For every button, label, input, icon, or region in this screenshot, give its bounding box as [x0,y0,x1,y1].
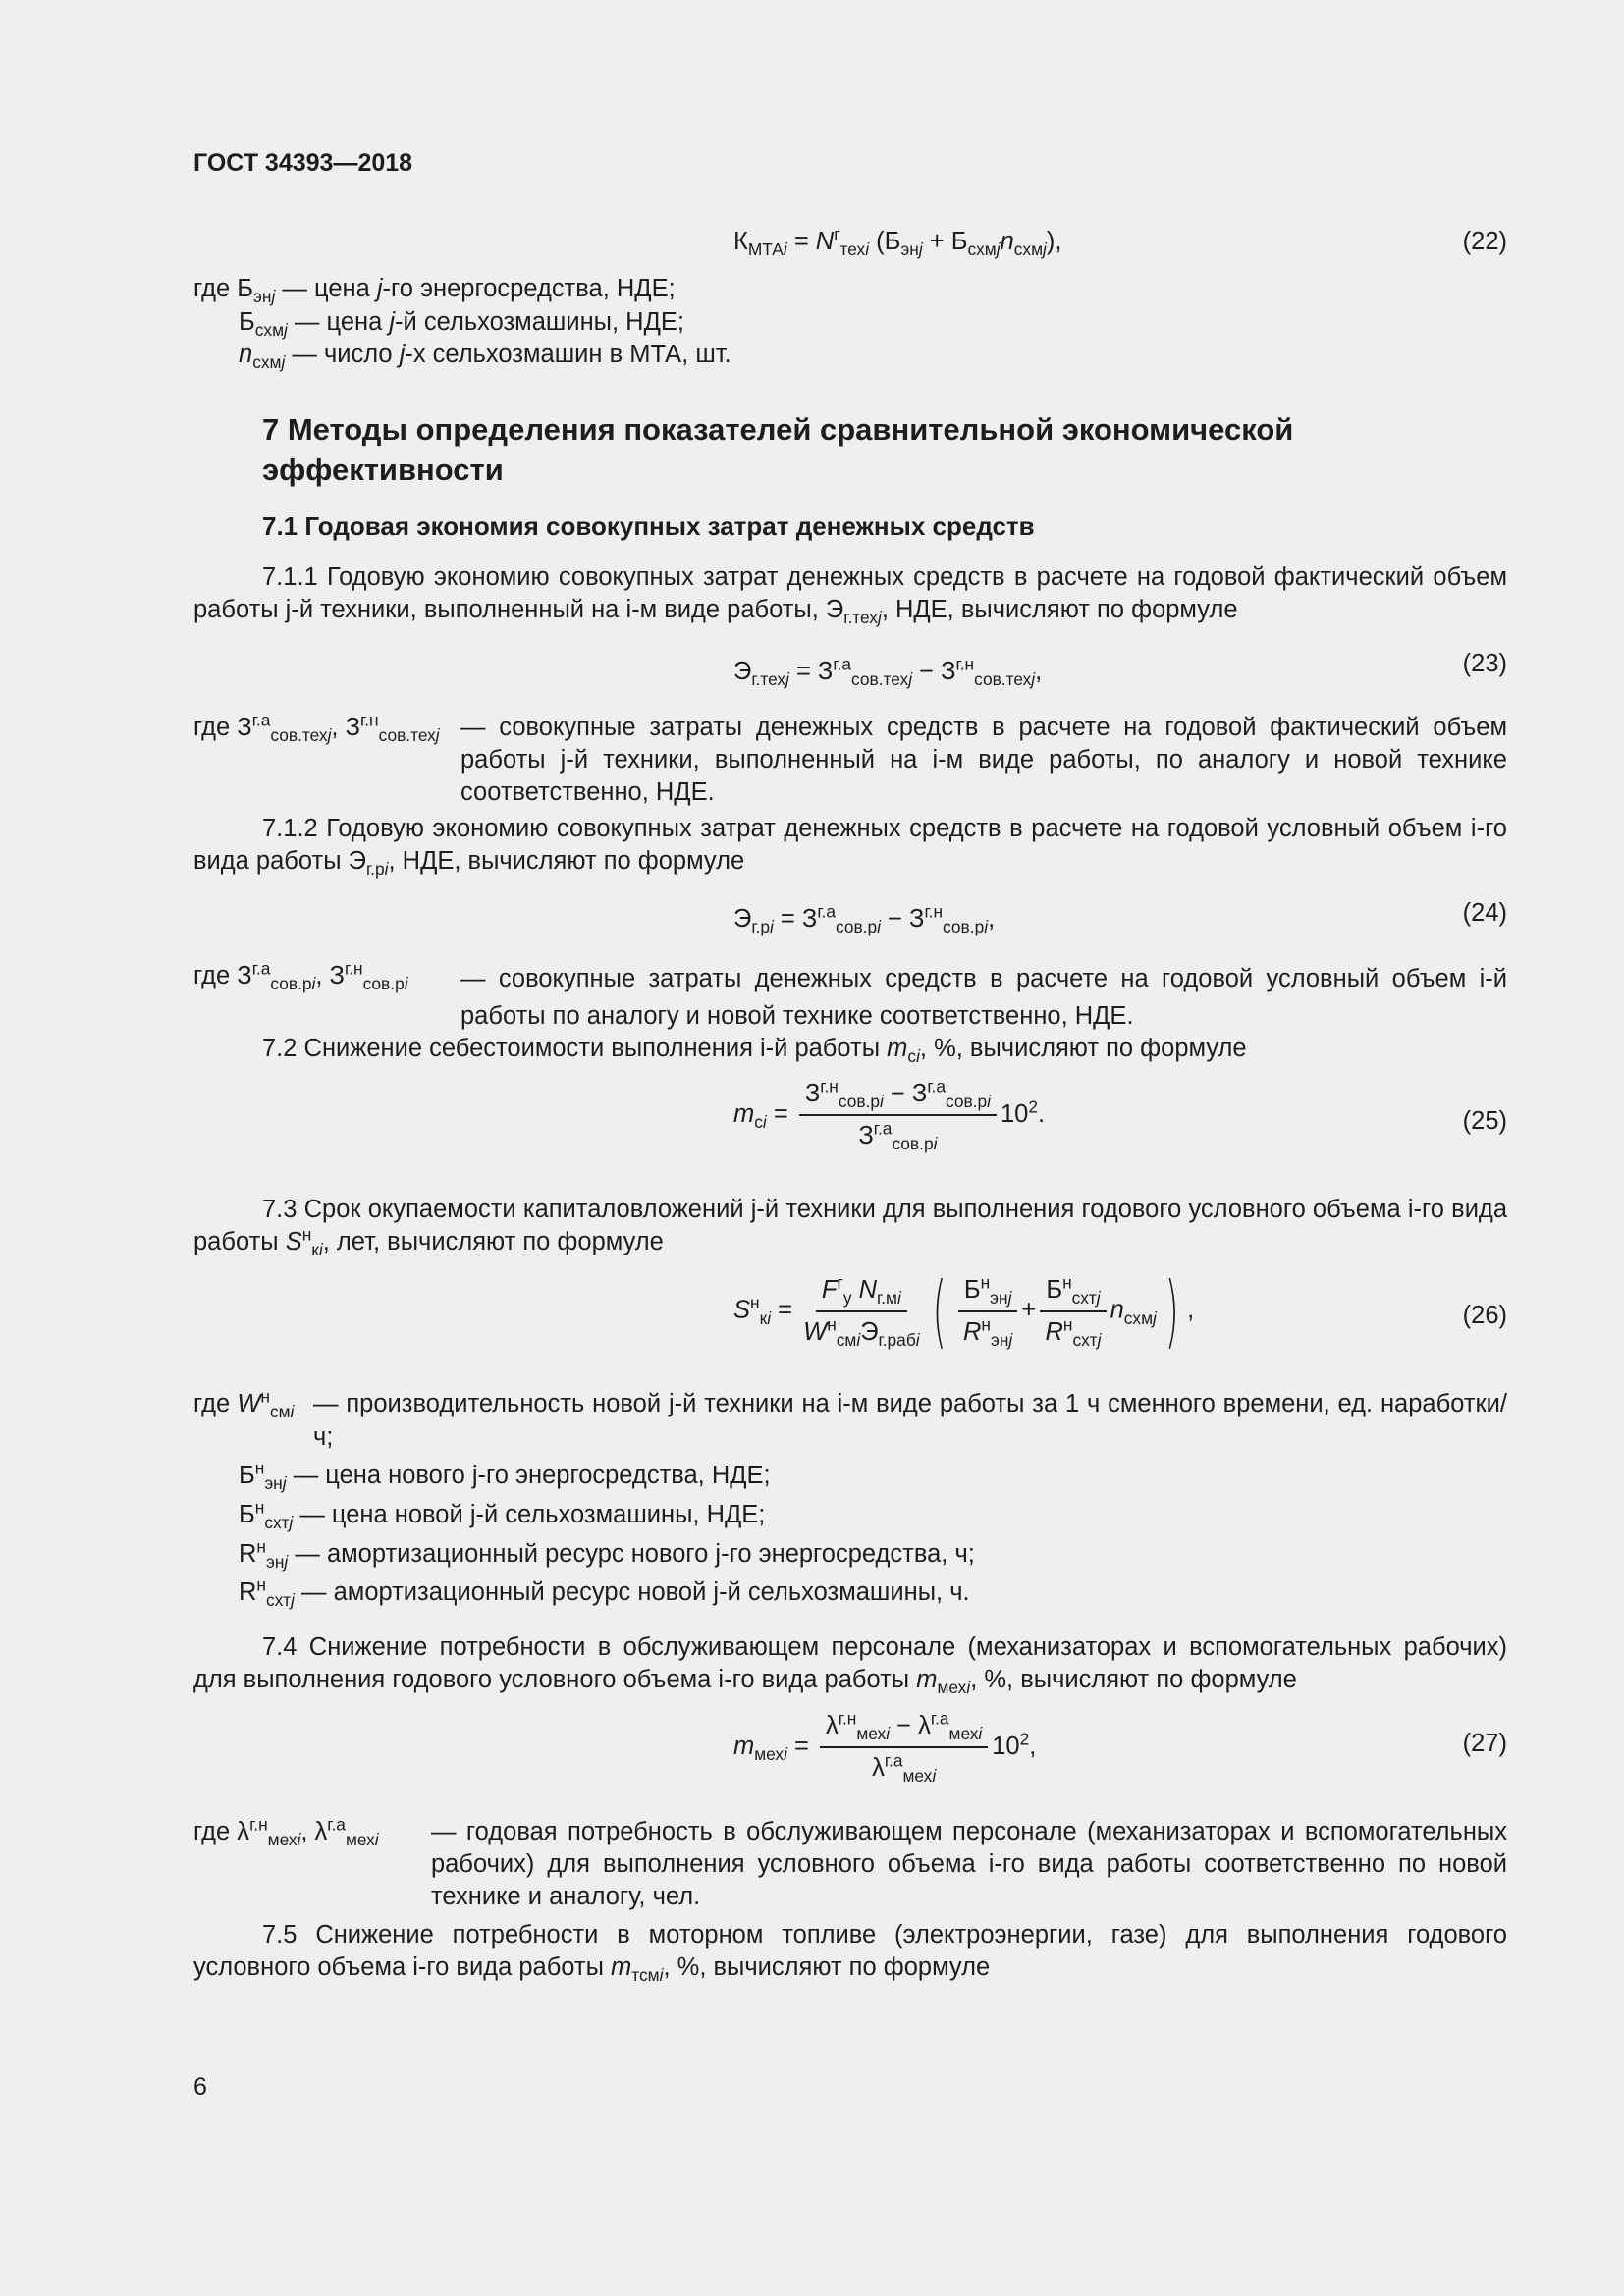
paragraph-text-end: НДЕ, вычисляют по формуле [402,847,745,876]
equation-22-formula: $К_{МТАi} = N^г_{техi}$ $(Б_{энj} + Б_{схмj}n_{схмj})$, [733,224,1062,260]
eq27-definitions [193,1816,1507,1913]
definition-line: $R^н_{схтj}$ — амортизационный ресурс новой j-й сельхозмашины, ч. [239,1575,970,1611]
equation-22-number: (22) [1462,228,1507,255]
paragraph-7-1-1: 7.1.1 Годовую экономию совокупных затрат денежных средств в расчете на годовой фактический объем работы j-й техники, выполненный на i-м виде работы, $Э_{г.техj}$, НДЕ, вычисляют по формуле [193,563,1507,628]
equation-24-number: (24) [1462,899,1507,927]
equation-27-formula: $m_{мехi}$ = $\frac{\lambda^{г.н}_{мехi} - \lambda^{г.а}_{мехi}}{\lambda^{г.а}_{мехi}}$ $10^2$, [733,1708,1037,1787]
equation-26-formula: $S^н_{кi}$ = $\frac{F^г_у N_{г.мi}}{W^н_{смi}Э_{г.рабi}}$ ( $\frac{Б^н_{энj}}{R^н_{энj}}$ + $\frac{Б^н_{схтj}}{R^н_{схтj}}$ $n_{схмj}$ ) , [733,1265,1195,1357]
equation-23-formula: $Э_{г.техj} = З^{г.а}_{сов.техj} - З^{г.н}_{сов.техj}$, [733,654,1043,690]
equation-24 [193,897,1507,956]
definition-line: где $Б_{энj}$ — цена j-го энергосредства, НДЕ; [193,275,676,307]
equation-26 [193,1265,1507,1390]
definition-line: $Б^н_{энj}$ — цена нового j-го энергосредства, НДЕ; [239,1458,771,1494]
equation-25 [193,1078,1507,1186]
fraction: $\frac{Б^н_{схтj}}{R^н_{схтj}}$ [1040,1274,1106,1349]
equation-27-number: (27) [1462,1730,1507,1757]
paragraph-text: 7.1.1 Годовую экономию совокупных затрат денежных средств в расчете на годовой фактический объем работы j-й техники, выполненный на i-м виде работы, [193,563,1507,624]
paragraph-text-end: %, вычисляют по формуле [677,1953,991,1982]
paragraph-text-end: лет, вычисляют по формуле [336,1228,664,1256]
definition-line: где $W^н_{смi}$ — производительность новой j-й техники на i-м виде работы за 1 ч сменного времени, ед. наработки/ч; [193,1388,1507,1454]
page-number: 6 [193,2073,207,2101]
paragraph-7-2: 7.2 Снижение себестоимости выполнения i-й работы $m_{сi}$, %, вычисляют по формуле [262,1035,1247,1067]
equation-27 [193,1710,1507,1808]
definition-line: $Б^н_{схтj}$ — цена новой j-й сельхозмашины, НДЕ; [239,1497,766,1533]
paragraph-7-5: 7.5 Снижение потребности в моторном топливе (электроэнергии, газе) для выполнения годового условного объема i-го вида работы $m_{тсмi}$, %, вычисляют по формуле [193,1921,1507,1986]
paragraph-text-end: НДЕ, вычисляют по формуле [894,596,1238,624]
paragraph-text-end: %, вычисляют по формуле [984,1666,1297,1694]
section-7-heading: 7 Методы определения показателей сравнительной экономической эффективности [262,412,1294,487]
definition-line: $Б_{схмj}$ — цена j-й сельхозмашины, НДЕ; [239,307,684,340]
fraction: $\frac{F^г_у N_{г.мi}}{W^н_{смi}Э_{г.рабi}}$ [803,1272,920,1351]
definition-text: — совокупные затраты денежных средств в расчете на годовой условный объем i-й работы по аналогу и новой технике соответственно, НДЕ. [460,965,1507,1031]
paragraph-text: 7.2 Снижение себестоимости выполнения i-й работы [262,1035,881,1062]
equation-23 [193,648,1507,707]
paragraph-text: 7.5 Снижение потребности в моторном топливе (электроэнергии, газе) для выполнения годового условного объема i-го вида работы [193,1921,1507,1982]
paragraph-7-1-2: 7.1.2 Годовую экономию совокупных затрат денежных средств в расчете на годовой условный объем i-го вида работы $Э_{г.рi}$, НДЕ, вычисляют по формуле [193,815,1507,880]
definition-text: — годовая потребность в обслуживающем персонале (механизаторах и вспомогательных рабочих) для выполнения условного объема i-го вида работы соответственно по новой технике и аналогу, чел. [431,1818,1507,1911]
equation-25-number: (25) [1462,1107,1507,1135]
definition-label: где $З^{г.а}_{сов.техj}$, $З^{г.н}_{сов.техj}$ [193,710,440,746]
paragraph-text: 7.3 Срок окупаемости капиталовложений j-й техники для выполнения годового условного объема i-го вида работы [193,1196,1507,1256]
eq22-definitions [193,273,731,372]
section-7-1-heading: 7.1 Годовая экономия совокупных затрат денежных средств [262,511,1035,541]
paragraph-text-end: %, вычисляют по формуле [934,1035,1247,1062]
eq23-definitions [193,712,1507,809]
definition-line: $R^н_{энj}$ — амортизационный ресурс нового j-го энергосредства, ч; [239,1536,975,1572]
eq24-definitions [193,960,1507,1036]
definition-text: — производительность новой j-й техники на i-м виде работы за 1 ч сменного времени, ед. наработки/ч; [313,1390,1507,1451]
equation-25-formula: $m_{сi}$ = $\frac{З^{г.н}_{сов.рi} - З^{г.а}_{сов.рi}}{З^{г.а}_{сов.рi}}$ $10^2$. [733,1076,1046,1154]
paragraph-text: 7.4 Снижение потребности в обслуживающем персонале (механизаторах и вспомогательных рабочих) для выполнения годового условного объема i-го вида работы [193,1633,1507,1694]
equation-24-formula: $Э_{г.рi} = З^{г.а}_{сов.рi} - З^{г.н}_{сов.рi}$, [733,901,996,937]
definition-text: — амортизационный ресурс новой j-й сельхозмашины, ч. [301,1578,970,1607]
paragraph-text: 7.1.2 Годовую экономию совокупных затрат денежных средств в расчете на годовой условный объем i-го вида работы [193,815,1507,876]
fraction: $\frac{\lambda^{г.н}_{мехi} - \lambda^{г.а}_{мехi}}{\lambda^{г.а}_{мехi}}$ [820,1710,988,1785]
definition-line: $n_{схмj}$ — число j-х сельхозмашин в МТА, шт. [239,341,731,373]
document-header: ГОСТ 34393—2018 [193,149,413,177]
equation-26-number: (26) [1462,1302,1507,1329]
definition-label: где $З^{г.а}_{сов.рi}$, $З^{г.н}_{сов.рi}$ [193,958,408,994]
fraction: $\frac{Б^н_{энj}}{R^н_{энj}}$ [958,1274,1018,1349]
definition-label: где $\lambda^{г.н}_{мехi}$, $\lambda^{г.а}_{мехi}$ [193,1814,379,1850]
definition-text: — амортизационный ресурс нового j-го энергосредства, ч; [295,1539,975,1568]
paragraph-7-4: 7.4 Снижение потребности в обслуживающем персонале (механизаторах и вспомогательных рабочих) для выполнения годового условного объема i-го вида работы $m_{мехi}$, %, вычисляют по формуле [193,1633,1507,1698]
eq26-definitions [193,1388,1507,1610]
fraction: $\frac{З^{г.н}_{сов.рi} - З^{г.а}_{сов.рi}}{З^{г.а}_{сов.рi}}$ [799,1078,997,1152]
definition-text: — цена нового j-го энергосредства, НДЕ; [293,1462,771,1490]
definition-text: — совокупные затраты денежных средств в расчете на годовой фактический объем работы j-й техники, выполненный на i-м виде работы, по аналогу и новой технике соответственно, НДЕ. [460,714,1507,807]
definition-text: — цена новой j-й сельхозмашины, НДЕ; [299,1500,766,1528]
equation-23-number: (23) [1462,650,1507,677]
paragraph-7-3: 7.3 Срок окупаемости капиталовложений j-й техники для выполнения годового условного объема i-го вида работы $S^н_{кi}$, лет, вычисляют по формуле [193,1196,1507,1260]
